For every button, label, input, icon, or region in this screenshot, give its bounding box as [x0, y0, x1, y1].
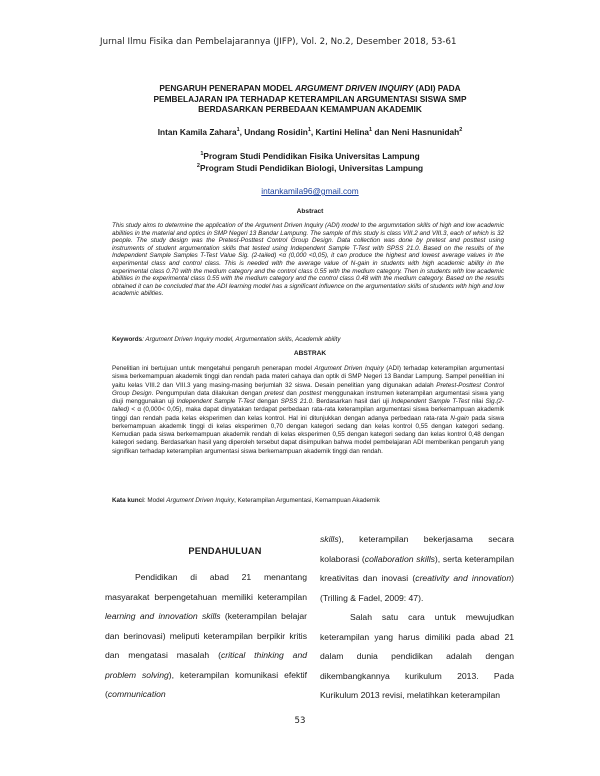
author-3: , Kartini Helina	[310, 127, 370, 137]
abstrak-s5: dengan	[254, 398, 281, 405]
body-column-left	[105, 568, 307, 705]
abstrak-s2: (ADI) terhadap keterampilan argumentasi siswa berkemampuan akademik tinggi dan rendah pada materi cahaya dan optik di SMP Negeri 13 Bandar Lampung. Sampel penelitian ini yaitu kelas VIII.2 dan VIII.3 yang masing-masing berjumlah 32 siswa. Desain penelitian yang digunakan adalah	[112, 365, 504, 389]
title-part3: (ADI) PADA	[413, 83, 461, 93]
keywords	[112, 336, 504, 343]
author-3-sup: 1	[369, 127, 373, 134]
abstrak-s6-i: Independent Sample T-Test	[391, 398, 470, 405]
author-2: , Undang Rosidin	[239, 127, 308, 137]
kata-kunci-1: : Model	[143, 497, 167, 504]
keywords-text: : Argument Driven Inquiry model, Argumentation skills, Academik ability	[142, 336, 341, 343]
abstrak-s3: . Pengumpulan data dilakukan dengan	[151, 389, 265, 397]
abstrak-s8-i: N-gain	[450, 414, 469, 422]
left-t3: ), keterampilan komunikasi efektif (	[105, 669, 308, 699]
affiliations	[100, 149, 520, 174]
title-part1: PENGARUH PENERAPAN MODEL	[159, 83, 296, 93]
author-4: dan Neni Hasnunidah	[372, 127, 460, 137]
abstrak-s3-i2: posttest	[299, 389, 322, 397]
body-column-right	[320, 530, 514, 706]
right-p1-i3: creativity and innovation	[415, 573, 512, 583]
author-1: Intan Kamila Zahara	[157, 127, 237, 137]
body-paragraph	[320, 530, 514, 608]
abstrak-s7-i: Sig.(2-tailed)	[112, 398, 505, 414]
abstrak-s1-i: Argument Driven Inquiry	[314, 365, 384, 372]
kata-kunci-2: , Keterampilan Argumentasi, Kemampuan Akademik	[234, 497, 380, 504]
body-paragraph	[105, 568, 307, 705]
author-1-sup: 1	[236, 127, 240, 134]
abstrak-s7: nilai	[469, 398, 486, 405]
right-p1b: ), serta keterampilan kreativitas dan inovasi (	[320, 553, 514, 583]
right-p1a: ), keterampilan bekerjasama secara kolaborasi (	[320, 534, 514, 564]
kata-kunci-italic: Argument Driven Inquiry	[166, 497, 235, 504]
abstrak-s3-i1: pretest	[264, 389, 284, 397]
body-paragraph: Salah satu cara untuk mewujudkan keterampilan yang harus dimiliki pada abad 21 dalam dunia pendidikan adalah dengan dikembangkannya kurikulum 2013. Pada Kurikulum 2013 revisi, melatihkan keterampilan	[320, 612, 514, 700]
abstrak-heading: ABSTRAK	[293, 350, 327, 357]
abstrak-s4-i: Independent Sample T-Test	[176, 398, 255, 405]
section-heading: PENDAHULUAN	[188, 546, 262, 556]
affiliation-2: Program Studi Pendidikan Biologi, Universitas Lampung	[199, 163, 424, 174]
abstrak-s3-mid: dan	[283, 389, 300, 397]
author-list	[100, 127, 520, 137]
journal-header: Jurnal Ilmu Fisika dan Pembelajarannya (JIFP), Vol. 2, No.2, Desember 2018, 53-61	[100, 37, 457, 47]
abstrak-s2-i: Pretest-Posttest Control Group Design	[112, 381, 504, 397]
left-t3-i: communication	[107, 689, 166, 699]
left-t1: Pendidikan di abad 21 menantang masyarakat berpengetahuan memiliki keterampilan	[105, 572, 307, 602]
left-t2-i: critical thinking and problem solving	[105, 650, 308, 680]
keywords-label: Keywords	[112, 336, 143, 343]
left-t2: (keterampilan belajar dan berinovasi) meliputi keterampilan berpikir kritis dan mengatasi masalah (	[105, 611, 307, 660]
abstrak-s4: menggunakan instrumen keterampilan argumentasi siswa yang diuji menggunakan uji	[112, 389, 504, 405]
aff-1-sup: 1	[200, 151, 204, 157]
abstract-text: This study aims to determine the application of the Argument Driven Inquiry (ADI) model to the argumntation skills of high and low academic abilities in the material and optics in SMP Negeri 13 Bandar Lampung. The sample of this study is class VIII.2 and VIII.3, each of which is 32 people. The study design was the Pretest-Posttest Control Group Design. Data collection was done by pretest and posttest using instruments of student argumentation skills that tested using Independent Sample T-Test with SPSS 21.0. Based on the results of the Independent Sample Samples T-Test Value Sig. (2-tailed) <α (0,000 <0,05), it can produce the highest and lowest average values in the experimental class and control class. This is needed with the average value of N-gain in students with high academic ability in the experimental class 0.70 with the medium category and the control class 0.55 with the medium category. Then in students with low academic abilities in the experimental class 0.55 with the medium category and the control class 0.48 with the medium category. Based on the results obtained it can be concluded that the ADI learning model has a significant influence on the argumentation skills of students with high and low academic abilities.	[112, 222, 504, 298]
author-4-sup: 2	[459, 127, 463, 134]
abstrak-text	[112, 365, 504, 456]
abstrak-s6: . Berdasarkan hasil dari uji	[312, 398, 392, 405]
abstrak-s5-i: SPSS 21.0	[280, 398, 313, 405]
affiliation-1: Program Studi Pendidikan Fisika Universitas Lampung	[203, 150, 420, 161]
right-p1-i2: collaboration skills	[364, 553, 435, 564]
kata-kunci	[112, 497, 504, 504]
page-number: 53	[294, 716, 306, 726]
title-italic: ARGUMENT DRIVEN INQUIRY	[295, 83, 414, 93]
right-p1c: ) (Trilling & Fadel, 2009: 47).	[320, 573, 514, 603]
author-2-sup: 1	[307, 127, 311, 134]
abstract-heading: Abstract	[296, 208, 324, 215]
kata-kunci-label: Kata kunci	[112, 497, 144, 504]
abstrak-s1: Penelitian ini bertujuan untuk mengetahui pengaruh penerapan model	[112, 365, 315, 372]
abstrak-s9: pada siswa berkemampuan akademik tinggi di kelas eksperimen 0,70 dengan kategori sedang dan kelas kontrol 0,55 dengan kategori sedang. Kemudian pada siswa berkemampuan akademik rendah di kelas eksperimen 0,55 dengan kategori sedang dan kelas kontrol 0,48 dengan kategori sedang. Berdasarkan hasil yang diperoleh tersebut dapat disimpulkan bahwa model pembelajaran ADI memberikan pengaruh yang signifikan terhadap keterampilan argumentasi siswa berkemampuan akademik tinggi dan rendah.	[112, 414, 504, 455]
abstrak-s8: < α (0,000< 0,05), maka dapat dinyatakan terdapat perbedaan rata-rata keterampilan argumentasi siswa berkemampuan akademik tinggi dan rendah pada kelas eksperimen dan kelas kontrol. Hal ini ditunjukkan dengan adanya perbedaan rata-rata	[112, 406, 504, 422]
author-email-link[interactable]: intankamila96@gmail.com	[261, 186, 359, 196]
title-line3: BERDASARKAN PERBEDAAN KEMAMPUAN AKADEMIK	[198, 104, 422, 115]
right-p1-i: skills	[320, 534, 339, 544]
paper-title	[100, 83, 520, 115]
left-t1-i: learning and innovation skills	[105, 611, 221, 621]
aff-2-sup: 2	[196, 163, 200, 170]
title-line2: PEMBELAJARAN IPA TERHADAP KETERAMPILAN ARGUMENTASI SISWA SMP	[153, 93, 467, 104]
